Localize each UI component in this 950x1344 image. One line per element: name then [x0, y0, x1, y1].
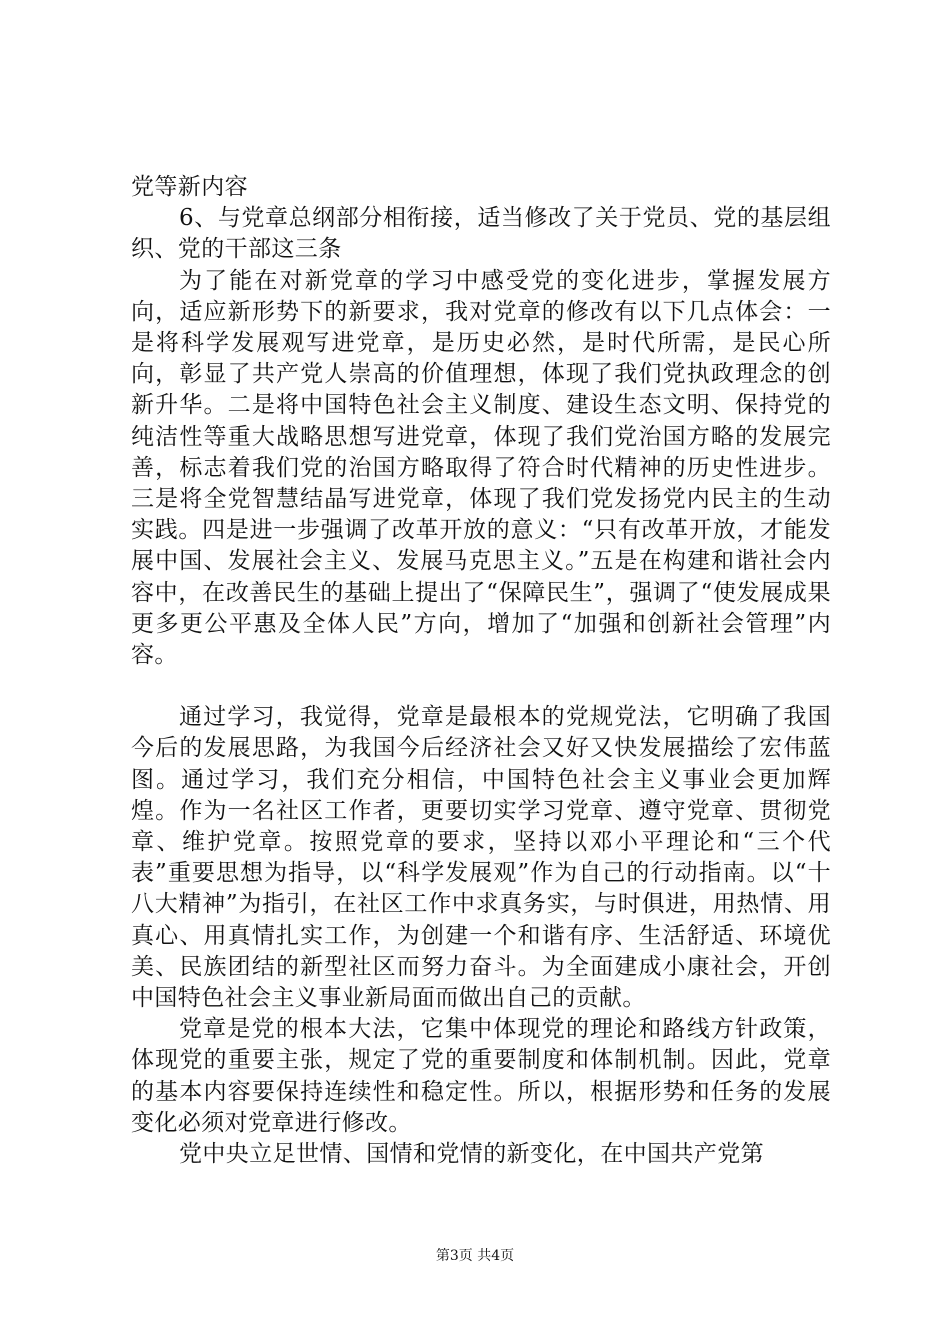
paragraph-central-committee: 党中央立足世情、国情和党情的新变化，在中国共产党第	[179, 1141, 764, 1168]
paragraph-continuation: 党等新内容	[131, 174, 248, 200]
paragraph-item-6: 6、与党章总纲部分相衔接，适当修改了关于党员、党的基层组织、党的干部这三条	[131, 205, 831, 263]
paragraph-spacer	[131, 671, 831, 702]
paragraph-study-conclusion: 通过学习，我觉得，党章是最根本的党规党法，它明确了我国今后的发展思路，为我国今后经济社会又好又快发展描绘了宏伟蓝图。通过学习，我们充分相信，中国特色社会主义事业会更加辉煌。作为一名社区工作者，更要切实学习党章、遵守党章、贯彻党章、维护党章。按照党章的要求，坚持以邓小平理论和“三个代表”重要思想为指导，以“科学发展观”作为自己的行动指南。以“十八大精神”为指引，在社区工作中求真务实，与时俱进，用热情、用真心、用真情扎实工作，为创建一个和谐有序、生活舒适、环境优美、民族团结的新型社区而努力奋斗。为全面建成小康社会，开创中国特色社会主义事业新局面而做出自己的贡献。	[131, 704, 831, 1012]
document-body	[131, 172, 831, 1170]
paragraph-party-constitution: 党章是党的根本大法，它集中体现党的理论和路线方针政策，体现党的重要主张，规定了党的重要制度和体制机制。因此，党章的基本内容要保持连续性和稳定性。所以，根据形势和任务的发展变化必须对党章进行修改。	[131, 1016, 831, 1136]
page-footer: 第3页 共4页	[435, 1248, 515, 1264]
paragraph-reflections: 为了能在对新党章的学习中感受党的变化进步，掌握发展方向，适应新形势下的新要求，我对党章的修改有以下几点体会：一是将科学发展观写进党章，是历史必然，是时代所需，是民心所向，彰显了共产党人崇高的价值理想，体现了我们党执政理念的创新升华。二是将中国特色社会主义制度、建设生态文明、保持党的纯洁性等重大战略思想写进党章，体现了我们党治国方略的发展完善，标志着我们党的治国方略取得了符合时代精神的历史性进步。三是将全党智慧结晶写进党章，体现了我们党发扬党内民主的生动实践。四是进一步强调了改革开放的意义：“只有改革开放，才能发展中国、发展社会主义、发展马克思主义。”五是在构建和谐社会内容中，在改善民生的基础上提出了“保障民生”，强调了“使发展成果更多更公平惠及全体人民”方向，增加了“加强和创新社会管理”内容。	[131, 267, 831, 669]
